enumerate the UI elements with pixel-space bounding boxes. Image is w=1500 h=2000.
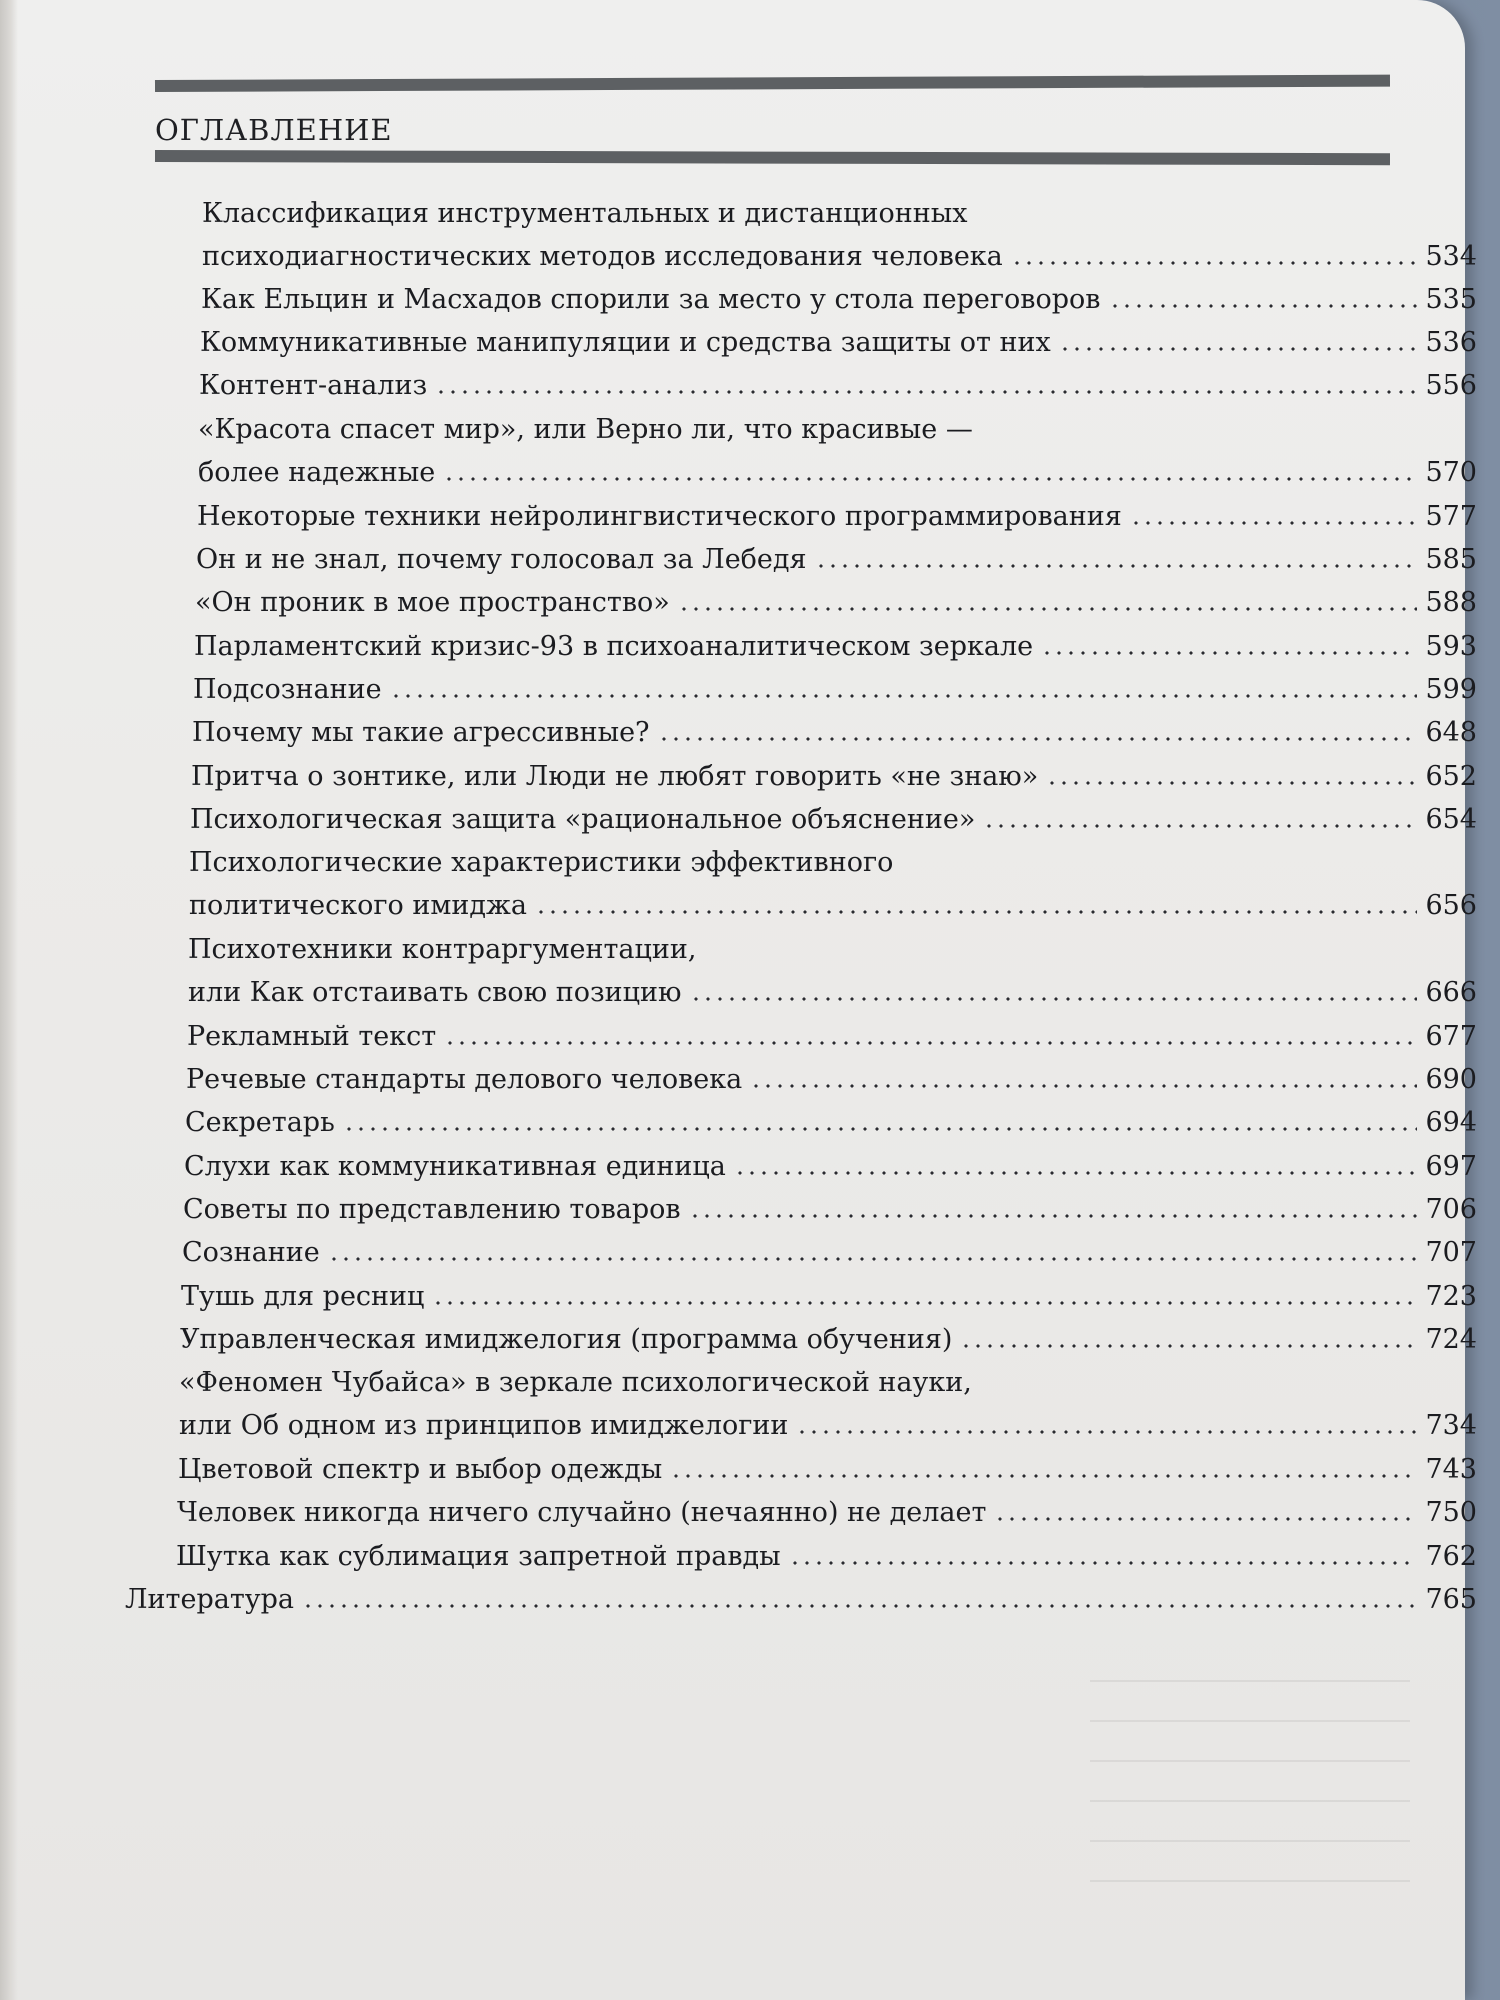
toc-entry-row	[190, 798, 1477, 841]
toc-entry-row	[179, 1404, 1477, 1447]
toc-entry-title: Секретарь	[185, 1107, 335, 1138]
leader-dots	[960, 1341, 1417, 1351]
toc-entry-row	[176, 1535, 1477, 1578]
toc-entry-row	[181, 1275, 1477, 1318]
toc-page-number: 654	[1425, 804, 1477, 835]
toc-page-number: 724	[1425, 1324, 1477, 1355]
toc-entry	[179, 1361, 1477, 1447]
toc-entry-title-line1: Классификация инструментальных и дистанционных	[202, 198, 968, 229]
toc-entry-row	[189, 884, 1477, 927]
toc-entry-title: «Он проник в мое пространство»	[195, 587, 670, 618]
toc-page-number: 734	[1425, 1410, 1477, 1441]
toc-entry-row	[182, 1231, 1477, 1274]
toc-entry	[185, 1101, 1477, 1144]
toc-entry	[187, 1015, 1477, 1058]
toc-entry-row	[193, 668, 1477, 711]
toc-entry-title: Как Ельцин и Масхадов спорили за место у стола переговоров	[201, 284, 1101, 315]
toc-entry	[195, 581, 1477, 624]
toc-page-number: 707	[1425, 1237, 1477, 1268]
leader-dots	[444, 1038, 1417, 1048]
leader-dots	[734, 1168, 1418, 1178]
toc-entry-row	[183, 1188, 1477, 1231]
toc-entry	[188, 928, 1477, 1014]
toc-entry-title: Тушь для ресниц	[181, 1281, 425, 1312]
toc-entry-title: Некоторые техники нейролингвистического программирования	[197, 501, 1122, 532]
toc-entry	[196, 538, 1477, 581]
toc-entry-title: политического имиджа	[189, 890, 527, 921]
toc-entry	[193, 668, 1477, 711]
leader-dots	[435, 387, 1417, 397]
leader-dots	[994, 1514, 1417, 1524]
toc-entry-title: Психологическая защита «рациональное объяснение»	[190, 804, 976, 835]
toc-entry-title: Коммуникативные манипуляции и средства защиты от них	[200, 327, 1051, 358]
section-header	[155, 80, 1390, 170]
toc-entry-row	[202, 235, 1477, 278]
toc-entry-row	[200, 321, 1477, 364]
toc-page-number: 585	[1425, 544, 1477, 575]
leader-dots	[658, 734, 1418, 744]
toc-entry-row	[184, 1145, 1477, 1188]
toc-page-number: 536	[1425, 327, 1477, 358]
toc-page-number: 677	[1425, 1021, 1477, 1052]
toc-page-number: 694	[1425, 1107, 1477, 1138]
toc-entry	[198, 408, 1477, 494]
toc-entry-title: Человек никогда ничего случайно (нечаянно) не делает	[177, 1497, 987, 1528]
toc-entry-row	[201, 278, 1477, 321]
leader-dots	[678, 604, 1418, 614]
toc-page-number: 652	[1425, 761, 1477, 792]
leader-dots	[750, 1081, 1417, 1091]
toc-entry	[200, 321, 1477, 364]
toc-page-number: 535	[1425, 284, 1477, 315]
leader-dots	[815, 561, 1418, 571]
toc-page-number: 656	[1425, 890, 1477, 921]
toc-entry	[202, 192, 1477, 278]
toc-entry	[184, 1145, 1477, 1188]
toc-entry-row	[197, 495, 1477, 538]
leader-dots	[302, 1601, 1417, 1611]
leader-dots	[983, 821, 1417, 831]
toc-entry-title: или Об одном из принципов имиджелогии	[179, 1410, 789, 1441]
toc-page-number: 599	[1425, 674, 1477, 705]
toc-entry-title-line1: «Феномен Чубайса» в зеркале психологической науки,	[179, 1367, 972, 1398]
toc-entry	[186, 1058, 1477, 1101]
toc-entry-title: Управленческая имиджелогия (программа обучения)	[180, 1324, 953, 1355]
toc-entry	[183, 1188, 1477, 1231]
toc-entry	[197, 495, 1477, 538]
leader-dots	[535, 907, 1418, 917]
toc-entry-title: Сознание	[182, 1237, 320, 1268]
toc-page-number: 666	[1425, 977, 1477, 1008]
leader-dots	[432, 1298, 1417, 1308]
toc-entry-title: Парламентский кризис-93 в психоаналитическом зеркале	[194, 631, 1034, 662]
toc-page-number: 593	[1425, 631, 1477, 662]
toc-page-number: 765	[1425, 1584, 1477, 1615]
toc-entry	[180, 1318, 1477, 1361]
header-top-rule	[155, 75, 1390, 92]
toc-entry	[125, 1578, 1477, 1621]
toc-page-number: 556	[1425, 370, 1477, 401]
leader-dots	[390, 691, 1418, 701]
section-title: ОГЛАВЛЕНИЕ	[155, 113, 393, 147]
toc-entry	[191, 755, 1477, 798]
toc-entry-row	[195, 581, 1477, 624]
toc-entry-title: Речевые стандарты делового человека	[186, 1064, 743, 1095]
toc-entry-row	[199, 364, 1477, 407]
table-of-contents	[120, 170, 1477, 1720]
toc-entry	[181, 1275, 1477, 1318]
toc-page-number: 588	[1425, 587, 1477, 618]
leader-dots	[1109, 301, 1418, 311]
leader-dots	[443, 474, 1417, 484]
leader-dots	[670, 1471, 1417, 1481]
toc-entry-title: Контент-анализ	[199, 370, 428, 401]
toc-entry-row	[186, 1058, 1477, 1101]
toc-entry	[199, 364, 1477, 407]
toc-entry-row	[198, 451, 1477, 494]
toc-entry-title: Почему мы такие агрессивные?	[192, 717, 650, 748]
page-fold-shadow	[0, 0, 18, 2000]
leader-dots	[690, 994, 1418, 1004]
toc-entry-title-line1: Психологические характеристики эффективного	[189, 847, 894, 878]
toc-entry	[177, 1491, 1477, 1534]
toc-entry-row	[194, 625, 1477, 668]
leader-dots	[1059, 344, 1418, 354]
toc-entry-row	[180, 1318, 1477, 1361]
toc-entry-row	[185, 1101, 1477, 1144]
leader-dots	[1046, 778, 1417, 788]
toc-entry	[178, 1448, 1477, 1491]
toc-entry-title: Притча о зонтике, или Люди не любят говорить «не знаю»	[191, 761, 1039, 792]
toc-entry-title: Он и не знал, почему голосовал за Лебедя	[196, 544, 807, 575]
toc-page-number: 697	[1425, 1151, 1477, 1182]
toc-entry	[182, 1231, 1477, 1274]
toc-page-number: 534	[1425, 241, 1477, 272]
toc-entry	[190, 798, 1477, 841]
toc-entry-title: Подсознание	[193, 674, 382, 705]
toc-entry-title-line1: «Красота спасет мир», или Верно ли, что красивые —	[198, 414, 973, 445]
toc-page-number: 570	[1425, 457, 1477, 488]
toc-entry-title: Шутка как сублимация запретной правды	[176, 1541, 781, 1572]
toc-entry-title: Слухи как коммуникативная единица	[184, 1151, 726, 1182]
toc-entry-row	[177, 1491, 1477, 1534]
toc-entry	[189, 841, 1477, 927]
toc-entry	[194, 625, 1477, 668]
toc-entry-title-line1: Психотехники контраргументации,	[188, 934, 697, 965]
toc-entry-title: Советы по представлению товаров	[183, 1194, 681, 1225]
toc-page-number: 706	[1425, 1194, 1477, 1225]
leader-dots	[796, 1427, 1417, 1437]
toc-entry-title: или Как отстаивать свою позицию	[188, 977, 682, 1008]
toc-entry-row	[196, 538, 1477, 581]
toc-entry-title: Рекламный текст	[187, 1021, 437, 1052]
leader-dots	[1130, 518, 1418, 528]
leader-dots	[1041, 648, 1417, 658]
header-bottom-rule	[155, 150, 1390, 165]
leader-dots	[343, 1124, 1418, 1134]
toc-page-number: 723	[1425, 1281, 1477, 1312]
toc-entry-row	[192, 711, 1477, 754]
toc-entry-title: Литература	[125, 1584, 295, 1615]
toc-entry	[176, 1535, 1477, 1578]
toc-entry-title: более надежные	[198, 457, 436, 488]
toc-page-number: 762	[1425, 1541, 1477, 1572]
toc-entry-title: Цветовой спектр и выбор одежды	[178, 1454, 663, 1485]
toc-page-number: 743	[1425, 1454, 1477, 1485]
toc-entry-title: психодиагностических методов исследования человека	[202, 241, 1003, 272]
toc-entry	[201, 278, 1477, 321]
toc-page-number: 750	[1425, 1497, 1477, 1528]
toc-entry-row	[188, 971, 1477, 1014]
leader-dots	[789, 1558, 1418, 1568]
toc-entry-row	[125, 1578, 1477, 1621]
leader-dots	[328, 1254, 1418, 1264]
toc-entry-row	[178, 1448, 1477, 1491]
leader-dots	[1011, 258, 1418, 268]
toc-entry-row	[187, 1015, 1477, 1058]
toc-page-number: 648	[1425, 717, 1477, 748]
leader-dots	[689, 1211, 1418, 1221]
toc-entry	[192, 711, 1477, 754]
toc-entry-row	[191, 755, 1477, 798]
toc-page-number: 577	[1425, 501, 1477, 532]
toc-page-number: 690	[1425, 1064, 1477, 1095]
